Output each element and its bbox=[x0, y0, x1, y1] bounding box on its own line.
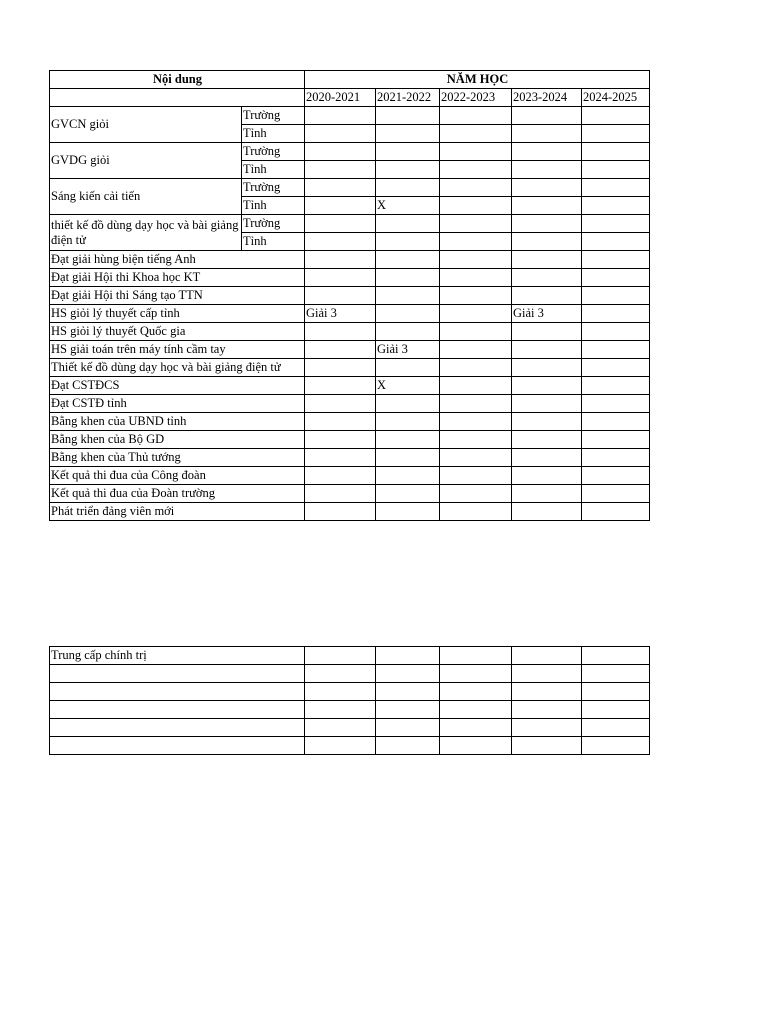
value-cell bbox=[440, 341, 512, 359]
table-row bbox=[50, 215, 650, 233]
value-cell bbox=[582, 197, 650, 215]
value-cell bbox=[512, 719, 582, 737]
value-cell bbox=[440, 485, 512, 503]
table-row bbox=[50, 323, 650, 341]
table-row bbox=[50, 485, 650, 503]
value-cell: X bbox=[376, 197, 440, 215]
value-cell bbox=[440, 125, 512, 143]
row-label: GVCN giỏi bbox=[50, 107, 242, 143]
row-label: Đạt giải Hội thi Khoa học KT bbox=[50, 269, 305, 287]
level-label: Tỉnh bbox=[242, 125, 305, 143]
value-cell bbox=[376, 323, 440, 341]
value-cell bbox=[512, 125, 582, 143]
political-training-table bbox=[49, 646, 650, 755]
content-header: Nội dung bbox=[50, 71, 305, 89]
value-cell bbox=[582, 143, 650, 161]
value-cell bbox=[512, 107, 582, 125]
year-cell: 2024-2025 bbox=[582, 89, 650, 107]
value-cell bbox=[376, 269, 440, 287]
value-cell bbox=[305, 233, 376, 251]
year-cell: 2020-2021 bbox=[305, 89, 376, 107]
value-cell bbox=[376, 467, 440, 485]
value-cell bbox=[376, 485, 440, 503]
value-cell bbox=[440, 359, 512, 377]
value-cell bbox=[376, 233, 440, 251]
row-label: Phát triển đảng viên mới bbox=[50, 503, 305, 521]
value-cell bbox=[512, 431, 582, 449]
value-cell bbox=[512, 449, 582, 467]
value-cell bbox=[582, 377, 650, 395]
value-cell bbox=[582, 323, 650, 341]
row-label: HS giải toán trên máy tính cầm tay bbox=[50, 341, 305, 359]
table-row bbox=[50, 395, 650, 413]
row-label bbox=[50, 665, 305, 683]
row-label bbox=[50, 701, 305, 719]
table-row bbox=[50, 647, 650, 665]
achievement-table-body bbox=[50, 71, 650, 521]
value-cell bbox=[305, 683, 376, 701]
value-cell bbox=[376, 251, 440, 269]
value-cell bbox=[440, 719, 512, 737]
value-cell bbox=[440, 503, 512, 521]
value-cell bbox=[582, 107, 650, 125]
table-row bbox=[50, 503, 650, 521]
table-row bbox=[50, 305, 650, 323]
row-label: Bằng khen của Thủ tướng bbox=[50, 449, 305, 467]
table-row bbox=[50, 269, 650, 287]
value-cell bbox=[305, 269, 376, 287]
value-cell bbox=[582, 719, 650, 737]
political-training-table-body bbox=[50, 647, 650, 755]
value-cell bbox=[376, 647, 440, 665]
row-label: Bằng khen của UBND tỉnh bbox=[50, 413, 305, 431]
table-row bbox=[50, 701, 650, 719]
value-cell bbox=[305, 701, 376, 719]
value-cell bbox=[376, 665, 440, 683]
row-label: HS giỏi lý thuyết cấp tỉnh bbox=[50, 305, 305, 323]
table-row bbox=[50, 449, 650, 467]
value-cell bbox=[305, 485, 376, 503]
value-cell bbox=[440, 143, 512, 161]
row-label: Bằng khen của Bộ GD bbox=[50, 431, 305, 449]
table-row bbox=[50, 737, 650, 755]
value-cell bbox=[305, 503, 376, 521]
table-row bbox=[50, 431, 650, 449]
value-cell bbox=[582, 647, 650, 665]
value-cell bbox=[305, 143, 376, 161]
value-cell bbox=[582, 359, 650, 377]
value-cell bbox=[440, 647, 512, 665]
value-cell bbox=[440, 215, 512, 233]
table-row bbox=[50, 359, 650, 377]
value-cell bbox=[440, 323, 512, 341]
level-label: Tỉnh bbox=[242, 233, 305, 251]
value-cell bbox=[440, 305, 512, 323]
value-cell bbox=[512, 467, 582, 485]
year-cell: 2022-2023 bbox=[440, 89, 512, 107]
table-row bbox=[50, 665, 650, 683]
value-cell bbox=[582, 503, 650, 521]
value-cell: Giải 3 bbox=[376, 341, 440, 359]
year-cell: 2023-2024 bbox=[512, 89, 582, 107]
level-label: Tỉnh bbox=[242, 197, 305, 215]
value-cell bbox=[305, 359, 376, 377]
value-cell bbox=[512, 395, 582, 413]
table-row bbox=[50, 413, 650, 431]
value-cell bbox=[512, 647, 582, 665]
achievement-table bbox=[49, 70, 650, 521]
value-cell bbox=[376, 179, 440, 197]
value-cell bbox=[512, 269, 582, 287]
value-cell bbox=[440, 179, 512, 197]
value-cell bbox=[305, 719, 376, 737]
value-cell bbox=[440, 161, 512, 179]
level-label: Trường bbox=[242, 107, 305, 125]
value-cell bbox=[512, 737, 582, 755]
value-cell bbox=[512, 251, 582, 269]
value-cell bbox=[440, 233, 512, 251]
value-cell bbox=[440, 665, 512, 683]
value-cell bbox=[440, 413, 512, 431]
value-cell bbox=[512, 503, 582, 521]
value-cell bbox=[512, 323, 582, 341]
value-cell bbox=[305, 179, 376, 197]
row-label: Đạt giải hùng biện tiếng Anh bbox=[50, 251, 305, 269]
row-label: GVDG giỏi bbox=[50, 143, 242, 179]
value-cell bbox=[582, 701, 650, 719]
table-row bbox=[50, 143, 650, 161]
value-cell bbox=[440, 269, 512, 287]
value-cell bbox=[305, 647, 376, 665]
value-cell bbox=[582, 737, 650, 755]
value-cell bbox=[582, 161, 650, 179]
value-cell bbox=[305, 467, 376, 485]
value-cell bbox=[305, 737, 376, 755]
value-cell bbox=[376, 161, 440, 179]
row-label: Thiết kế đồ dùng dạy học và bài giảng điện tử bbox=[50, 359, 305, 377]
value-cell bbox=[305, 413, 376, 431]
table-row bbox=[50, 179, 650, 197]
row-label: Sáng kiến cải tiến bbox=[50, 179, 242, 215]
value-cell bbox=[582, 341, 650, 359]
level-label: Trường bbox=[242, 179, 305, 197]
value-cell bbox=[440, 251, 512, 269]
level-label: Tỉnh bbox=[242, 161, 305, 179]
value-cell bbox=[512, 179, 582, 197]
value-cell bbox=[305, 449, 376, 467]
value-cell bbox=[376, 683, 440, 701]
row-label: Đạt CSTĐCS bbox=[50, 377, 305, 395]
value-cell bbox=[582, 395, 650, 413]
value-cell bbox=[440, 197, 512, 215]
value-cell bbox=[582, 251, 650, 269]
level-label: Trường bbox=[242, 215, 305, 233]
table-row bbox=[50, 251, 650, 269]
value-cell bbox=[512, 485, 582, 503]
value-cell bbox=[582, 467, 650, 485]
value-cell bbox=[582, 449, 650, 467]
year-header-row bbox=[50, 89, 650, 107]
row-label bbox=[50, 683, 305, 701]
header-row bbox=[50, 71, 650, 89]
value-cell bbox=[376, 305, 440, 323]
value-cell bbox=[305, 287, 376, 305]
value-cell bbox=[305, 215, 376, 233]
value-cell bbox=[512, 161, 582, 179]
value-cell bbox=[582, 683, 650, 701]
value-cell bbox=[305, 395, 376, 413]
table-row bbox=[50, 683, 650, 701]
row-label bbox=[50, 719, 305, 737]
value-cell bbox=[376, 143, 440, 161]
value-cell bbox=[305, 125, 376, 143]
value-cell bbox=[512, 197, 582, 215]
table-row bbox=[50, 377, 650, 395]
row-label: thiết kế đồ dùng dạy học và bài giảng điện tử bbox=[50, 215, 242, 251]
value-cell bbox=[440, 377, 512, 395]
value-cell bbox=[582, 125, 650, 143]
value-cell bbox=[440, 431, 512, 449]
value-cell bbox=[512, 341, 582, 359]
value-cell bbox=[305, 107, 376, 125]
value-cell bbox=[582, 431, 650, 449]
row-label: Trung cấp chính trị bbox=[50, 647, 305, 665]
value-cell bbox=[582, 665, 650, 683]
table-row bbox=[50, 341, 650, 359]
value-cell bbox=[512, 683, 582, 701]
row-label: Đạt CSTĐ tỉnh bbox=[50, 395, 305, 413]
value-cell bbox=[512, 359, 582, 377]
table-row bbox=[50, 107, 650, 125]
value-cell bbox=[512, 215, 582, 233]
value-cell bbox=[305, 197, 376, 215]
value-cell bbox=[376, 449, 440, 467]
value-cell: X bbox=[376, 377, 440, 395]
value-cell bbox=[376, 431, 440, 449]
value-cell bbox=[440, 287, 512, 305]
value-cell bbox=[305, 431, 376, 449]
value-cell bbox=[305, 161, 376, 179]
value-cell bbox=[440, 449, 512, 467]
value-cell bbox=[582, 215, 650, 233]
value-cell bbox=[512, 701, 582, 719]
value-cell bbox=[582, 269, 650, 287]
value-cell bbox=[512, 233, 582, 251]
value-cell bbox=[440, 107, 512, 125]
value-cell bbox=[376, 413, 440, 431]
row-label bbox=[50, 737, 305, 755]
value-cell bbox=[440, 467, 512, 485]
value-cell: Giải 3 bbox=[512, 305, 582, 323]
value-cell bbox=[376, 395, 440, 413]
value-cell bbox=[305, 323, 376, 341]
value-cell bbox=[582, 413, 650, 431]
value-cell bbox=[305, 251, 376, 269]
value-cell: Giải 3 bbox=[305, 305, 376, 323]
value-cell bbox=[376, 737, 440, 755]
value-cell bbox=[512, 413, 582, 431]
row-label: Kết quả thi đua của Đoàn trường bbox=[50, 485, 305, 503]
value-cell bbox=[376, 215, 440, 233]
value-cell bbox=[376, 125, 440, 143]
value-cell bbox=[376, 503, 440, 521]
empty-header-cell bbox=[50, 89, 305, 107]
row-label: HS giỏi lý thuyết Quốc gia bbox=[50, 323, 305, 341]
row-label: Đạt giải Hội thi Sáng tạo TTN bbox=[50, 287, 305, 305]
value-cell bbox=[376, 701, 440, 719]
value-cell bbox=[440, 701, 512, 719]
table-row bbox=[50, 467, 650, 485]
value-cell bbox=[582, 179, 650, 197]
value-cell bbox=[376, 719, 440, 737]
value-cell bbox=[582, 287, 650, 305]
value-cell bbox=[376, 287, 440, 305]
value-cell bbox=[512, 287, 582, 305]
value-cell bbox=[512, 377, 582, 395]
value-cell bbox=[305, 341, 376, 359]
value-cell bbox=[582, 233, 650, 251]
year-cell: 2021-2022 bbox=[376, 89, 440, 107]
value-cell bbox=[512, 665, 582, 683]
row-label: Kết quả thi đua của Công đoàn bbox=[50, 467, 305, 485]
level-label: Trường bbox=[242, 143, 305, 161]
value-cell bbox=[582, 485, 650, 503]
value-cell bbox=[305, 665, 376, 683]
value-cell bbox=[440, 395, 512, 413]
value-cell bbox=[440, 683, 512, 701]
school-year-header: NĂM HỌC bbox=[305, 71, 650, 89]
value-cell bbox=[376, 107, 440, 125]
value-cell bbox=[440, 737, 512, 755]
table-row bbox=[50, 719, 650, 737]
value-cell bbox=[582, 305, 650, 323]
value-cell bbox=[512, 143, 582, 161]
value-cell bbox=[305, 377, 376, 395]
table-row bbox=[50, 287, 650, 305]
value-cell bbox=[376, 359, 440, 377]
